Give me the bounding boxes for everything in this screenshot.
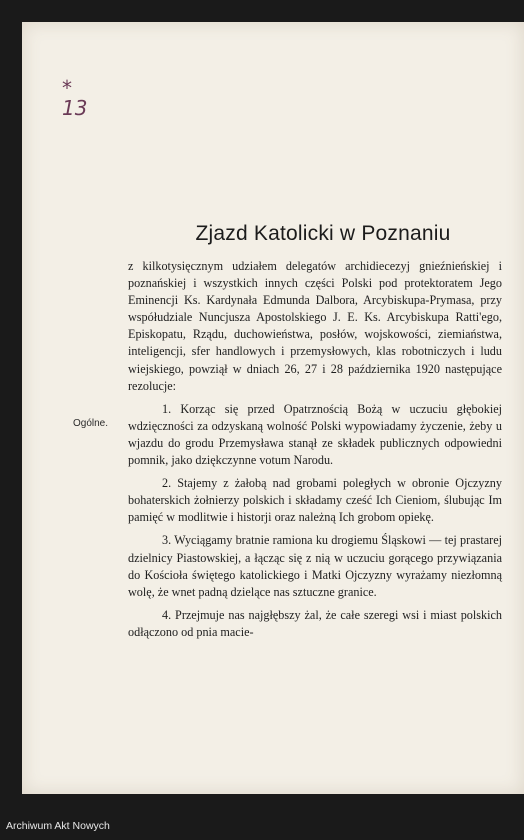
handwritten-mark-line1: *: [62, 76, 72, 100]
resolution-4: 4. Przejmuje nas najgłębszy żal, że całe szeregi wsi i miast polskich odłączono od pnia macie-: [128, 607, 502, 639]
margin-note: Ogólne.: [73, 418, 109, 429]
document-body: [128, 258, 502, 647]
handwritten-mark-line2: 13: [62, 96, 88, 120]
handwritten-archive-mark: [62, 78, 87, 118]
intro-paragraph: z kilkotysięcznym udziałem delegatów archidiecezyj gnieźnieńskiej i poznańskiej i wszystkich innych części Polski pod protektoratem Jego Eminencji Ks. Kardynała Edmunda Dalbora, Arcybiskupa-Prymasa, przy współudziale Nuncjusza Apostolskiego J. E. Ks. Arcybiskupa Ratti'ego, Episkopatu, Rządu, duchowieństwa, posłów, wojskowości, ziemiaństwa, inteligencji, sfer handlowych i przemysłowych, klas robotniczych i ludu wiejskiego, powziął w dniach 26, 27 i 28 października 1920 następujące rezolucje:: [128, 259, 502, 393]
archive-name: Archiwum Akt Nowych: [6, 820, 110, 832]
resolution-1: 1. Korząc się przed Opatrznością Bożą w uczuciu głębokiej wdzięczności za odzyskaną wolność Polski wypowiadamy życzenie, żeby u wjazdu do grodu Przemysława stanął ze składek publicznych odpowiedni pomnik, jako dziękczynne votum Narodu.: [128, 401, 502, 468]
archive-footer-bar: [0, 806, 524, 840]
document-title: Zjazd Katolicki w Poznaniu: [195, 222, 451, 245]
resolution-2: 2. Stajemy z żałobą nad grobami poległych w obronie Ojczyzny bohaterskich żołnierzy polskich i składamy cześć Ich Cieniom, ślubując Im pamięć w modlitwie i historji oraz należną Ich grobom opiekę.: [128, 476, 502, 525]
resolution-3: 3. Wyciągamy bratnie ramiona ku drogiemu Śląskowi — tej prastarej dzielnicy Piastowskiej, a łącząc się z nią w uczuciu gorącego przywiązania do Kościoła świętego katolickiego i Matki Ojczyzny wyrażamy niezłomną wolę, że wnet padną dzielące nas sztuczne granice.: [128, 533, 502, 599]
